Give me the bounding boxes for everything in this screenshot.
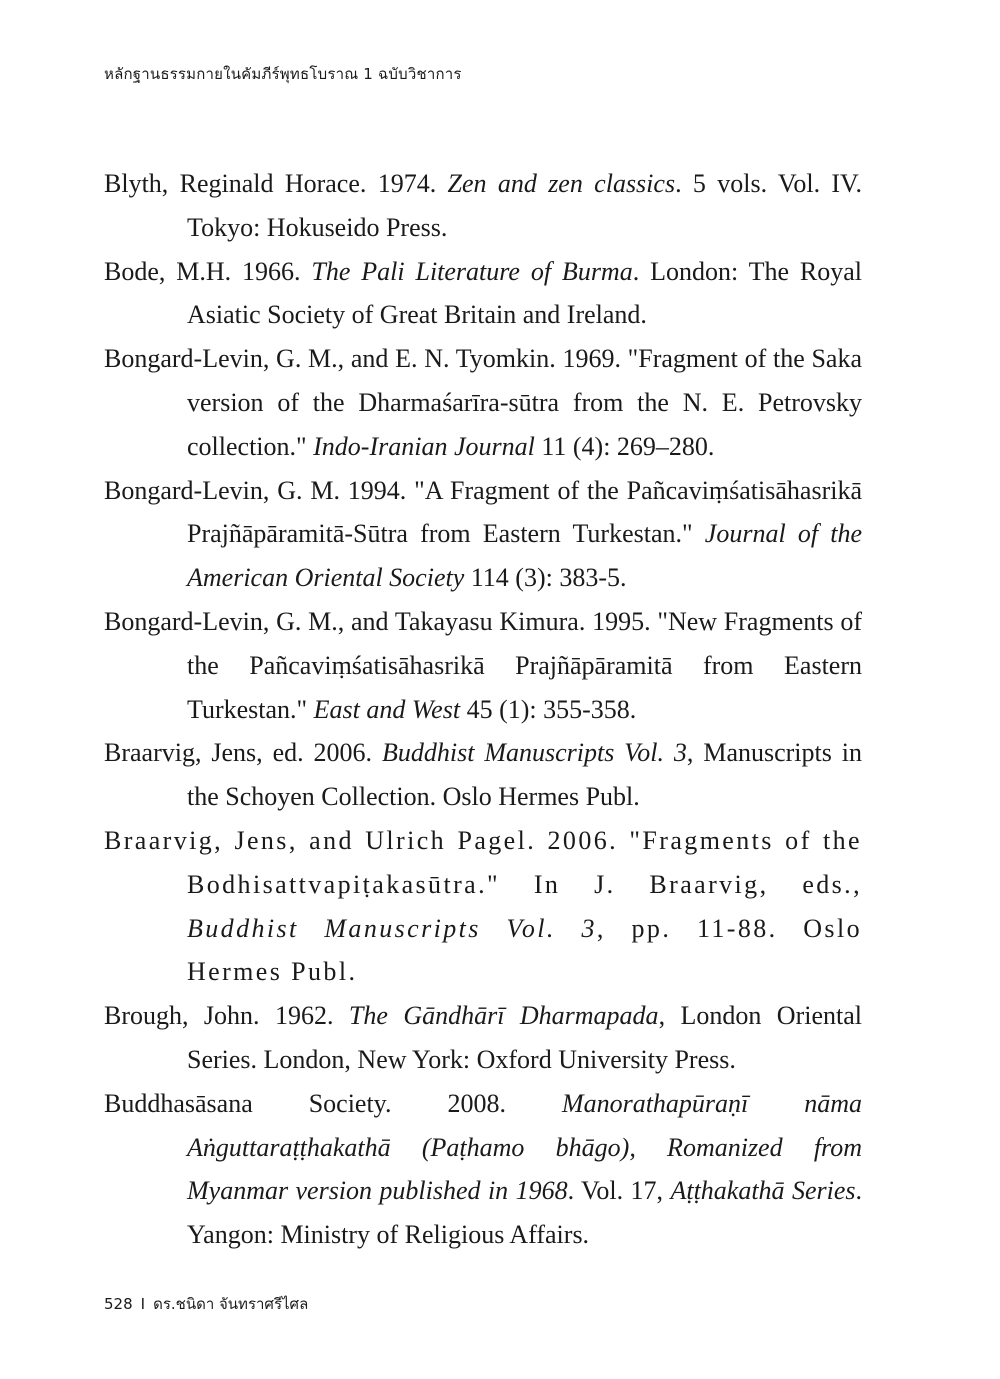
entry-title-italic: Aṭṭhakathā Series: [670, 1176, 856, 1206]
bibliography-entry: [104, 819, 862, 994]
entry-text: , Manuscripts in the Schoyen Collection. Oslo Hermes Publ.: [187, 738, 863, 812]
entry-text: , pp. 11-88. Oslo Hermes Publ.: [187, 913, 862, 987]
entry-text: . London: The Royal Asiatic Society of Great Britain and Ireland.: [187, 256, 863, 330]
page-number: 528: [104, 1295, 133, 1313]
bibliography-entry: [104, 600, 862, 731]
bibliography-entry: [104, 994, 862, 1082]
entry-title-italic: The Gāndhārī Dharmapada: [348, 1001, 659, 1031]
entry-title-italic: Zen and zen classics: [447, 169, 676, 198]
bibliography-list: [104, 162, 862, 1257]
entry-text: . Yangon: Ministry of Religious Affairs.: [187, 1176, 863, 1250]
running-footer: [104, 1292, 308, 1316]
entry-title-italic: The Pali Literature of Burma: [311, 256, 633, 286]
bibliography-entry: [104, 469, 862, 600]
author-name: ดร.ชนิดา จันทราศรีไศล: [153, 1295, 309, 1313]
entry-text: Braarvig, Jens, and Ulrich Pagel. 2006. "Fragments of the Bodhisattvapiṭakasūtra." In J. Braarvig, eds.,: [104, 825, 862, 899]
bibliography-entry: [104, 162, 862, 250]
book-title: หลักฐานธรรมกายในคัมภีร์พุทธโบราณ 1 ฉบับวิชาการ: [104, 65, 462, 83]
entry-text: . Vol. 17,: [567, 1176, 671, 1206]
bibliography-entry: [104, 337, 862, 468]
entry-text: Bongard-Levin, G. M., and E. N. Tyomkin. 1969. "Fragment of the Saka version of the Dharmaśarīra-sūtra from the N. E. Petrovsky collection.": [104, 344, 862, 461]
entry-text: 45 (1): 355-358.: [460, 694, 637, 724]
entry-text: Buddhasāsana Society. 2008.: [104, 1088, 562, 1118]
entry-title-italic: Indo-Iranian Journal: [313, 431, 535, 461]
entry-text: 11 (4): 269–280.: [534, 431, 715, 461]
entry-text: 114 (3): 383-5.: [464, 563, 627, 593]
entry-title-italic: Journal of the American Oriental Society: [187, 519, 863, 593]
entry-text: Bode, M.H. 1966.: [104, 256, 312, 286]
running-header: [104, 62, 462, 86]
bibliography-entry: [104, 731, 862, 819]
bibliography-entry: [104, 1082, 862, 1257]
footer-separator: I: [140, 1295, 146, 1313]
entry-text: Bongard-Levin, G. M. 1994. "A Fragment of the Pañcaviṃśatisāhasrikā Prajñāpāramitā-Sūtra from Eastern Turkestan.": [104, 475, 862, 549]
bibliography-entry: [104, 250, 862, 338]
entry-text: , London Oriental Series. London, New York: Oxford University Press.: [187, 1001, 862, 1074]
entry-title-italic: East and West: [313, 694, 461, 724]
entry-title-italic: Buddhist Manuscripts Vol. 3: [187, 913, 597, 943]
entry-text: Brough, John. 1962.: [104, 1001, 349, 1031]
entry-text: Bongard-Levin, G. M., and Takayasu Kimura. 1995. "New Fragments of the Pañcaviṃśatisāhasrikā Prajñāpāramitā from Eastern Turkestan.": [104, 606, 862, 724]
entry-text: Braarvig, Jens, ed. 2006.: [104, 738, 382, 768]
entry-title-italic: Buddhist Manuscripts Vol. 3: [381, 738, 687, 768]
entry-title-italic: Manorathapūraṇī nāma Aṅguttaraṭṭhakathā (Paṭhamo bhāgo), Romanized from Myanmar version published in 1968: [187, 1088, 862, 1206]
entry-text: Blyth, Reginald Horace. 1974.: [104, 169, 448, 198]
entry-text: . 5 vols. Vol. IV. Tokyo: Hokuseido Press.: [187, 169, 862, 242]
